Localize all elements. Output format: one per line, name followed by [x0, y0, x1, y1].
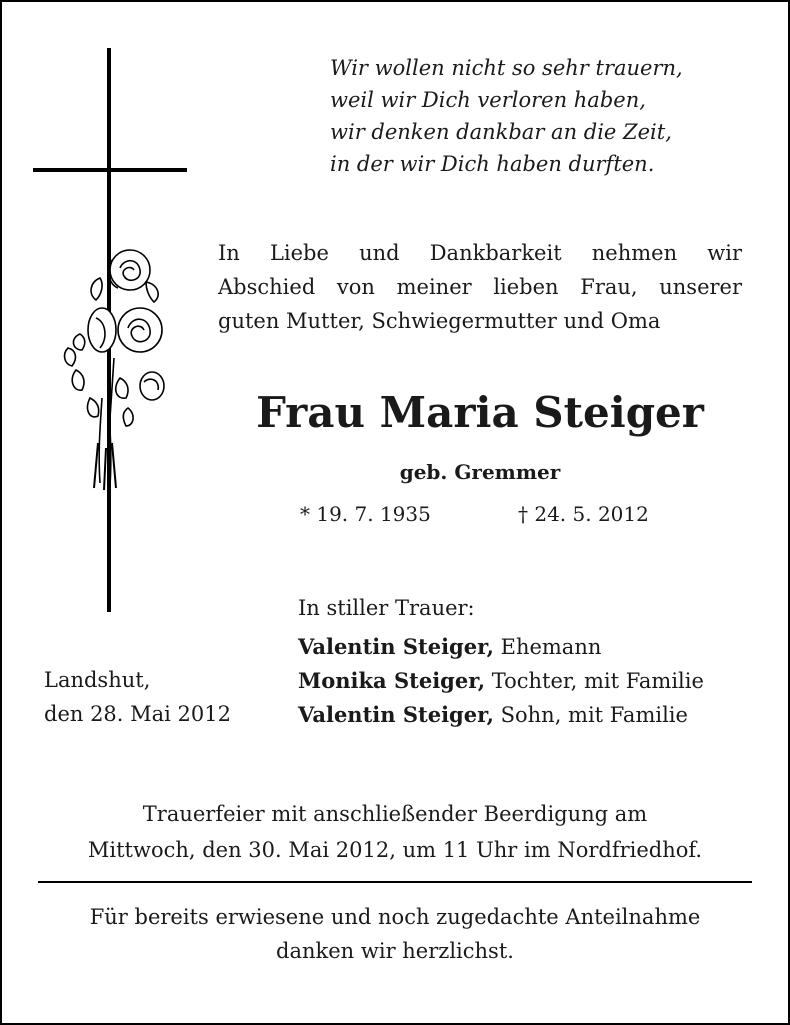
mourner-relation: Sohn, mit Familie [493, 703, 688, 727]
funeral-notice [30, 796, 760, 868]
mourner-relation: Tochter, mit Familie [485, 669, 704, 693]
notice-date: den 28. Mai 2012 [44, 702, 232, 726]
roses-icon [50, 238, 180, 500]
mourner-entry [298, 634, 601, 659]
poem-line: weil wir Dich verloren haben, [330, 88, 646, 112]
birth-date: * 19. 7. 1935 [300, 502, 431, 526]
funeral-line: Trauerfeier mit anschließender Beerdigung am [142, 802, 648, 826]
poem [330, 52, 770, 180]
funeral-line: Mittwoch, den 30. Mai 2012, um 11 Uhr im Nordfriedhof. [87, 838, 703, 862]
mourner-name: Valentin Steiger, [298, 634, 494, 659]
thanks-line: danken wir herzlichst. [276, 939, 514, 963]
intro-line: Abschied von meiner lieben Frau, unserer [218, 275, 742, 299]
cross-horizontal-bar [33, 168, 187, 172]
poem-line: wir denken dankbar an die Zeit, [330, 120, 672, 144]
divider [38, 881, 752, 883]
poem-line: in der wir Dich haben durften. [330, 152, 655, 176]
mourner-name: Valentin Steiger, [298, 702, 494, 727]
mourners-heading: In stiller Trauer: [298, 596, 475, 620]
thanks-text [30, 900, 760, 968]
mourner-relation: Ehemann [493, 635, 602, 659]
intro-line: In Liebe und Dankbarkeit nehmen wir [218, 241, 742, 265]
intro-line: guten Mutter, Schwiegermutter und Oma [218, 309, 661, 333]
place: Landshut, [44, 668, 151, 692]
deceased-name: Frau Maria Steiger [256, 388, 704, 437]
poem-line: Wir wollen nicht so sehr trauern, [330, 56, 683, 80]
mourner-entry [298, 668, 704, 693]
birth-name: geb. Gremmer [399, 460, 561, 484]
intro-text [218, 236, 742, 338]
thanks-line: Für bereits erwiesene und noch zugedachte Anteilnahme [89, 905, 701, 929]
mourner-name: Monika Steiger, [298, 668, 486, 693]
death-date: † 24. 5. 2012 [518, 502, 649, 526]
mourner-entry [298, 702, 688, 727]
